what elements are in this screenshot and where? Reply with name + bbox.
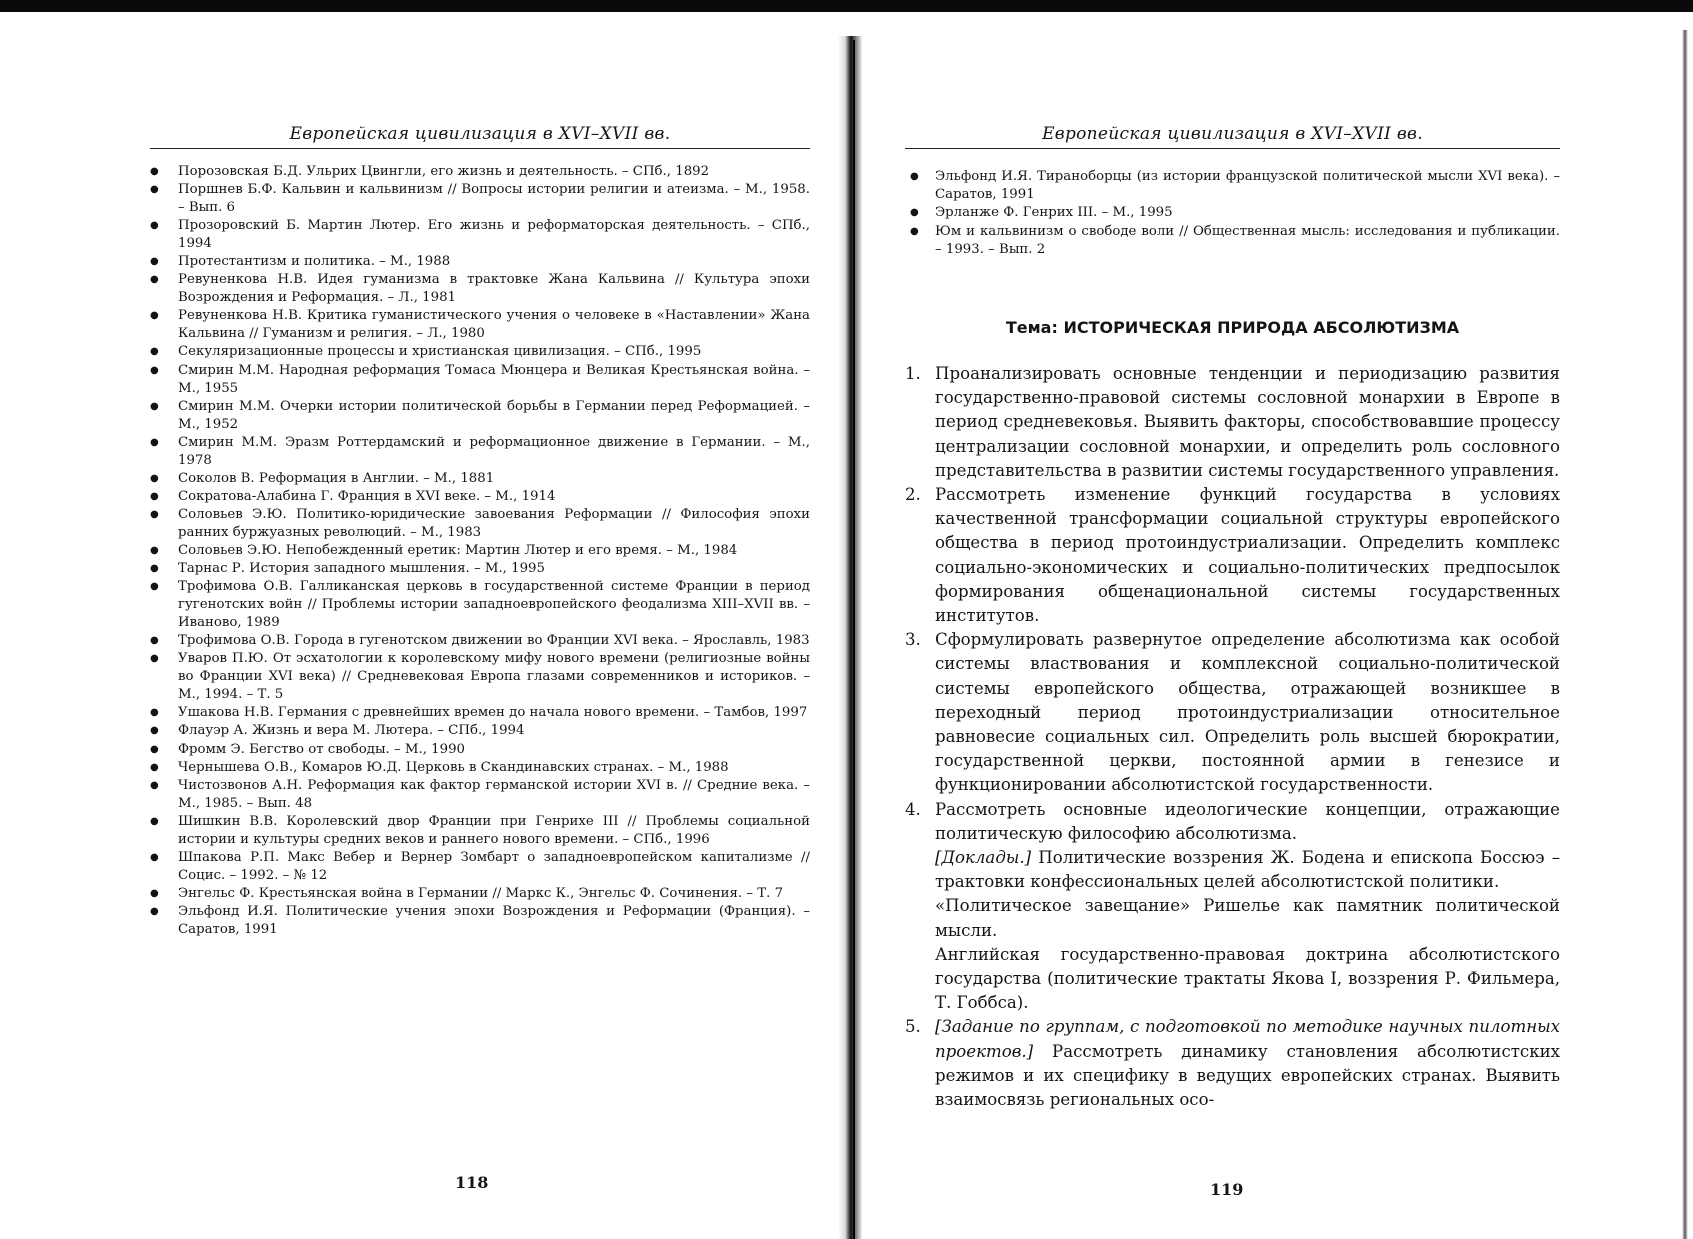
running-head: Европейская цивилизация в XVI–XVII вв. [1042,124,1423,144]
bibliography-item: ● Чистозвонов А.Н. Реформация как фактор германской истории XVI в. // Средние века. – М., 1985. – Вып. 48 [150,777,810,813]
bibliography-item: ● Трофимова О.В. Галликанская церковь в государственной системе Франции в период гугенотских войн // Проблемы истории западноевропейского феодализма XIII–XVII вв. – Иваново, 1989 [150,578,810,632]
bibliography-item: ● Ревуненкова Н.В. Идея гуманизма в трактовке Жана Кальвина // Культура эпохи Возрождения и Реформация. – Л., 1981 [150,271,810,307]
bibliography-item: ● Смирин М.М. Народная реформация Томаса Мюнцера и Великая Крестьянская война. – М., 1955 [150,362,810,398]
page-edge [1682,30,1688,1239]
task-number: 4. [905,799,921,819]
page-number: 119 [1210,1180,1244,1199]
bibliography-item: ● Ревуненкова Н.В. Критика гуманистического учения о человеке в «Наставлении» Жана Кальвина // Гуманизм и религия. – Л., 1980 [150,307,810,343]
bibliography-item: ● Соколов В. Реформация в Англии. – М., 1881 [150,470,810,488]
task-item [905,362,1560,483]
header-rule [905,148,1560,149]
bibliography-item: ● Фромм Э. Бегство от свободы. – М., 1990 [150,741,810,759]
running-head: Европейская цивилизация в XVI–XVII вв. [289,124,671,144]
task-text: Рассмотреть динамику становления абсолютистских режимов и их специфику в ведущих европейских странах. Выявить взаимосвязь региональных осо- [935,1041,1560,1110]
bibliography-item: ● Флауэр А. Жизнь и вера М. Лютера. – СПб., 1994 [150,722,810,740]
task-number: 5. [905,1017,921,1037]
bibliography-item: ● Секуляризационные процессы и христианская цивилизация. – СПб., 1995 [150,343,810,361]
task-text: Рассмотреть изменение функций государства в условиях качественной трансформации социальной структуры европейского общества в период протоиндустриализации. Определить комплекс социально-экономических и социально-политических предпосылок формирования общенациональной системы государственных институтов. [935,485,1560,626]
bibliography-item: ● Порозовская Б.Д. Ульрих Цвингли, его жизнь и деятельность. – СПб., 1892 [150,163,810,181]
bibliography-item: ● Протестантизм и политика. – М., 1988 [150,253,810,271]
spine-line [853,40,855,1239]
bibliography-item: ● Шишкин В.В. Королевский двор Франции при Генрихе III // Проблемы социальной истории и культуры средних веков и раннего нового времени. – СПб., 1996 [150,813,810,849]
task-number: 3. [905,630,921,650]
bibliography-item: ● Эрланже Ф. Генрих III. – М., 1995 [905,204,1560,222]
scan-top-border [0,0,1693,12]
task-item [905,628,1560,797]
task-item [905,798,1560,1016]
bibliography-item: ● Шпакова Р.П. Макс Вебер и Вернер Зомбарт о западноевропейском капитализме // Социс. – 1992. – № 12 [150,849,810,885]
bibliography-item: ● Смирин М.М. Очерки истории политической борьбы в Германии перед Реформацией. – М., 1952 [150,398,810,434]
bibliography-item: ● Энгельс Ф. Крестьянская война в Германии // Маркс К., Энгельс Ф. Сочинения. – Т. 7 [150,885,810,903]
bibliography-item: ● Трофимова О.В. Города в гугенотском движении во Франции XVI века. – Ярославль, 1983 [150,632,810,650]
bibliography-item: ● Эльфонд И.Я. Тираноборцы (из истории французской политической мысли XVI века). – Саратов, 1991 [905,168,1560,204]
reports-label: [Доклады.] [935,848,1032,868]
bibliography-item: ● Поршнев Б.Ф. Кальвин и кальвинизм // Вопросы истории религии и атеизма. – М., 1958. – Вып. 6 [150,181,810,217]
task-text: Рассмотреть основные идеологические концепции, отражающие политическую философию абсолютизма. [935,799,1560,843]
bibliography-item: ● Соловьев Э.Ю. Непобежденный еретик: Мартин Лютер и его время. – М., 1984 [150,542,810,560]
bibliography-item: ● Сократова-Алабина Г. Франция в XVI веке. – М., 1914 [150,488,810,506]
report-topic: Английская государственно-правовая доктрина абсолютистского государства (политические трактаты Якова I, воззрения Р. Фильмера, Т. Гоббса). [935,944,1560,1013]
page-number: 118 [455,1173,489,1192]
task-number: 2. [905,485,921,505]
book-spine-gutter [838,36,862,1239]
group-assignment-note: [Задание по группам, с подготовкой по методике научных пилотных проектов.] [935,1017,1560,1061]
bibliography-item: ● Уваров П.Ю. От эсхатологии к королевскому мифу нового времени (религиозные войны во Франции XVI века) // Средневековая Европа глазами современников и историков. – М., 1994. – Т. 5 [150,650,810,704]
task-text: Проанализировать основные тенденции и периодизацию развития государственно-правовой системы сословной монархии в Европе в период средневековья. Выявить факторы, способствовавшие процессу централизации сословной монархии, и определить роль сословного представительства в развитии системы государственного управления. [935,364,1560,480]
reports-text: Политические воззрения Ж. Бодена и епископа Боссюэ – трактовки конфессиональных целей абсолютистской политики. [935,848,1560,892]
bibliography-item: ● Соловьев Э.Ю. Политико-юридические завоевания Реформации // Философия эпохи ранних буржуазных революций. – М., 1983 [150,506,810,542]
bibliography-item: ● Юм и кальвинизм о свободе воли // Общественная мысль: исследования и публикации. – 1993. – Вып. 2 [905,223,1560,259]
task-number: 1. [905,364,921,383]
task-text: Сформулировать развернутое определение абсолютизма как особой системы властвования и комплексной социально-политической системы европейского общества, отражающей возникшее в переходный период протоиндустриализации относительное равновесие социальных сил. Определить роль высшей бюрократии, государственной церкви, постоянной армии в генезисе и функционировании абсолютистской государственности. [935,630,1560,795]
bibliography-list [150,163,810,939]
bibliography-item: ● Ушакова Н.В. Германия с древнейших времен до начала нового времени. – Тамбов, 1997 [150,704,810,722]
bibliography-item: ● Эльфонд И.Я. Политические учения эпохи Возрождения и Реформации (Франция). – Саратов, 1991 [150,903,810,939]
bibliography-item: ● Тарнас Р. История западного мышления. – М., 1995 [150,560,810,578]
task-list [905,362,1560,1112]
bibliography-item: ● Чернышева О.В., Комаров Ю.Д. Церковь в Скандинавских странах. – М., 1988 [150,759,810,777]
report-topic: «Политическое завещание» Ришелье как памятник политической мысли. [935,896,1560,940]
task-item [905,1015,1560,1112]
bibliography-item: ● Прозоровский Б. Мартин Лютер. Его жизнь и реформаторская деятельность. – СПб., 1994 [150,217,810,253]
task-item [905,483,1560,628]
header-rule [150,148,810,149]
bibliography-item: ● Смирин М.М. Эразм Роттердамский и реформационное движение в Германии. – М., 1978 [150,434,810,470]
topic-title: Тема: ИСТОРИЧЕСКАЯ ПРИРОДА АБСОЛЮТИЗМА [1005,318,1460,337]
bibliography-list [905,168,1560,259]
